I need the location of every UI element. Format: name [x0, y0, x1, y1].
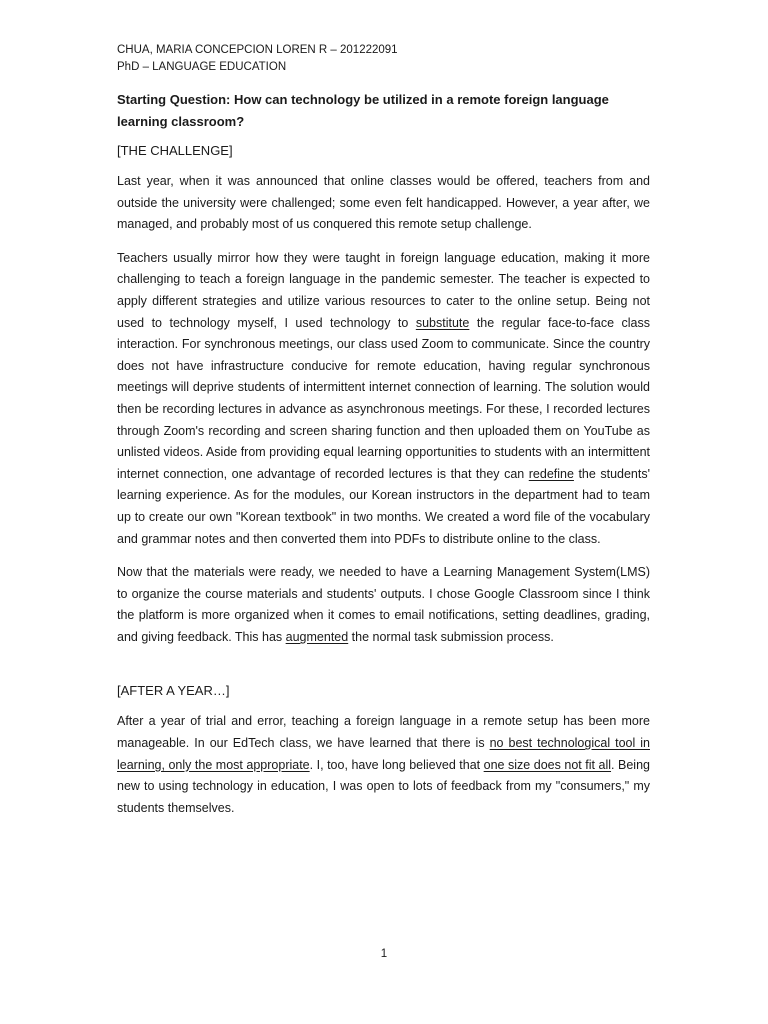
text-run: . Being new to using technology in education, I was open to lots of feedback from my "consumers," my students themselves.: [117, 757, 650, 815]
paragraph-technology-substitute: [117, 248, 650, 550]
paragraph-after-a-year: [117, 711, 650, 819]
paragraph-challenge-intro: Last year, when it was announced that online classes would be offered, teachers from and outside the university were challenged; some even felt handicapped. However, a year after, we managed, and probably most of us conquered this remote setup challenge.: [117, 174, 650, 232]
author-line: CHUA, MARIA CONCEPCION LOREN R – 201222091: [117, 44, 398, 56]
text-run: Teachers usually mirror how they were taught in foreign language education, making it more challenging to teach a foreign language in the pandemic semester. The teacher is expected to apply different strategies and utilize various resources to cater to the online setup. Being not used to technology myself, I used technology to: [117, 250, 650, 330]
underlined-phrase-one-size: one size does not fit all: [483, 757, 612, 772]
text-run: . I, too, have long believed that: [309, 757, 484, 772]
underlined-term-augmented: augmented: [285, 629, 349, 644]
section-heading-challenge: [THE CHALLENGE]: [117, 143, 233, 158]
text-run: the regular face-to-face class interaction. For synchronous meetings, our class used Zoom to communicate. Since the country does not have infrastructure conducive for remote education, having regular synchronous meetings will deprive students of intermittent internet connection of learning. The solution would then be recording lectures in advance as asynchronous meetings. For these, I recorded lectures through Zoom's recording and screen sharing function and then uploaded them on YouTube as unlisted videos. Aside from providing equal learning opportunities to students with an intermittent internet connection, one advantage of recorded lectures is that they can: [117, 315, 650, 481]
section-heading-after-a-year: [AFTER A YEAR…]: [117, 683, 230, 699]
underlined-term-redefine: redefine: [528, 466, 574, 481]
program-line: PhD – LANGUAGE EDUCATION: [117, 61, 287, 73]
underlined-term-substitute: substitute: [415, 315, 470, 330]
paragraph-lms: [117, 562, 650, 648]
text-run: Now that the materials were ready, we needed to have a Learning Management System(LMS) to organize the course materials and students' outputs. I chose Google Classroom since I think the platform is more organized when it comes to email notifications, setting deadlines, grading, and giving feedback. This has: [117, 565, 650, 644]
page-number: 1: [380, 948, 388, 960]
starting-question: Starting Question: How can technology be utilized in a remote foreign language learning classroom?: [117, 92, 609, 129]
document-page: [117, 42, 650, 819]
blank-line: [117, 648, 650, 672]
text-run: After a year of trial and error, teaching a foreign language in a remote setup has been more manageable. In our EdTech class, we have learned that there is: [117, 714, 650, 751]
text-run: the normal task submission process.: [348, 629, 554, 644]
underlined-phrase-appropriate-tool: no best technological tool in learning, only the most appropriate: [117, 736, 650, 772]
text-run: the students' learning experience. As for the modules, our Korean instructors in the department had to team up to create our own "Korean textbook" in two months. We created a word file of the vocabulary and grammar notes and then converted them into PDFs to distribute online to the class.: [117, 466, 650, 546]
